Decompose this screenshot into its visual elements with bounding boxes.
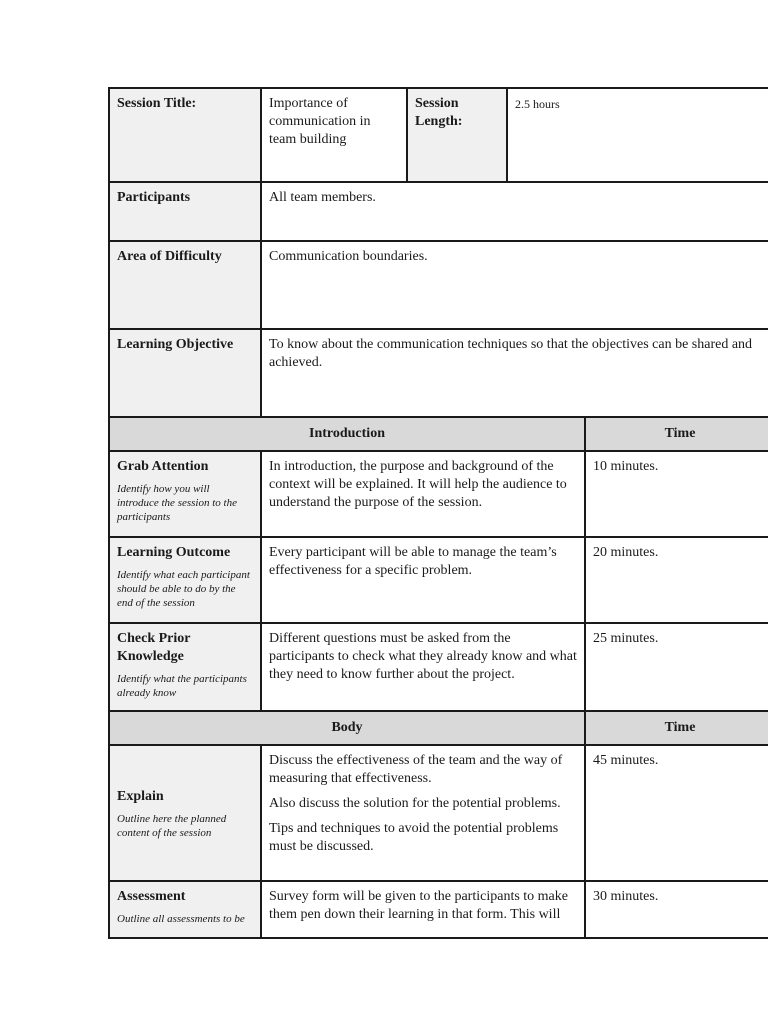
- assessment-hint: Outline all assessments to be: [117, 913, 245, 925]
- assessment-time: 30 minutes.: [586, 882, 768, 937]
- body-time-heading: Time: [586, 712, 768, 744]
- difficulty-row: [110, 242, 768, 328]
- explain-hint: Outline here the planned content of the session: [117, 812, 227, 839]
- prior-knowledge-hint: Identify what the participants already know: [117, 673, 247, 699]
- learning-outcome-time: 20 minutes.: [586, 538, 768, 622]
- difficulty-value: Communication boundaries.: [262, 242, 768, 328]
- assessment-label-cell: [110, 882, 260, 937]
- introduction-heading: Introduction: [110, 418, 584, 450]
- learning-outcome-label: Learning Outcome: [117, 545, 231, 560]
- learning-outcome-content: Every participant will be able to manage the team’s effectiveness for a specific problem.: [262, 538, 584, 622]
- prior-knowledge-row: [110, 624, 768, 710]
- participants-row: [110, 183, 768, 240]
- explain-label-cell: [110, 746, 260, 880]
- grab-attention-label-cell: [110, 452, 260, 536]
- grab-attention-label: Grab Attention: [117, 459, 209, 474]
- introduction-header-row: [110, 418, 768, 450]
- explain-content: [262, 746, 584, 880]
- explain-row: [110, 746, 768, 880]
- prior-knowledge-content: Different questions must be asked from the participants to check what they already know and what they need to know further about the project.: [262, 624, 584, 710]
- objective-value: To know about the communication techniques so that the objectives can be shared and achieved.: [262, 330, 768, 416]
- participants-value: All team members.: [262, 183, 768, 240]
- body-heading: Body: [110, 712, 584, 744]
- introduction-time-heading: Time: [586, 418, 768, 450]
- prior-knowledge-time: 25 minutes.: [586, 624, 768, 710]
- prior-knowledge-label: Check Prior Knowledge: [117, 631, 191, 664]
- objective-row: [110, 330, 768, 416]
- session-title-value: Importance of communication in team building: [262, 89, 406, 181]
- explain-paragraph: Also discuss the solution for the potential problems.: [269, 796, 561, 811]
- session-title-label: Session Title:: [110, 89, 260, 181]
- session-title-row: [110, 89, 768, 181]
- session-plan-table: [108, 87, 768, 939]
- session-length-label: Session Length:: [408, 89, 506, 181]
- learning-outcome-label-cell: [110, 538, 260, 622]
- participants-label: Participants: [110, 183, 260, 240]
- explain-paragraph: Tips and techniques to avoid the potential problems must be discussed.: [269, 821, 559, 854]
- prior-knowledge-label-cell: [110, 624, 260, 710]
- learning-outcome-row: [110, 538, 768, 622]
- grab-attention-hint: Identify how you will introduce the session to the participants: [117, 483, 237, 523]
- learning-outcome-hint: Identify what each participant should be able to do by the end of the session: [117, 569, 250, 609]
- session-plan-page: [108, 87, 768, 939]
- grab-attention-row: [110, 452, 768, 536]
- explain-paragraph: Discuss the effectiveness of the team and the way of measuring that effectiveness.: [269, 753, 563, 786]
- difficulty-label: Area of Difficulty: [110, 242, 260, 328]
- grab-attention-time: 10 minutes.: [586, 452, 768, 536]
- assessment-label: Assessment: [117, 889, 186, 904]
- session-length-value: 2.5 hours: [508, 89, 768, 181]
- explain-label: Explain: [117, 788, 164, 804]
- explain-time: 45 minutes.: [586, 746, 768, 880]
- objective-label: Learning Objective: [110, 330, 260, 416]
- assessment-content: Survey form will be given to the participants to make them pen down their learning in that form. This will: [262, 882, 584, 937]
- grab-attention-content: In introduction, the purpose and background of the context will be explained. It will help the audience to understand the purpose of the session.: [262, 452, 584, 536]
- body-header-row: [110, 712, 768, 744]
- assessment-row: [110, 882, 768, 937]
